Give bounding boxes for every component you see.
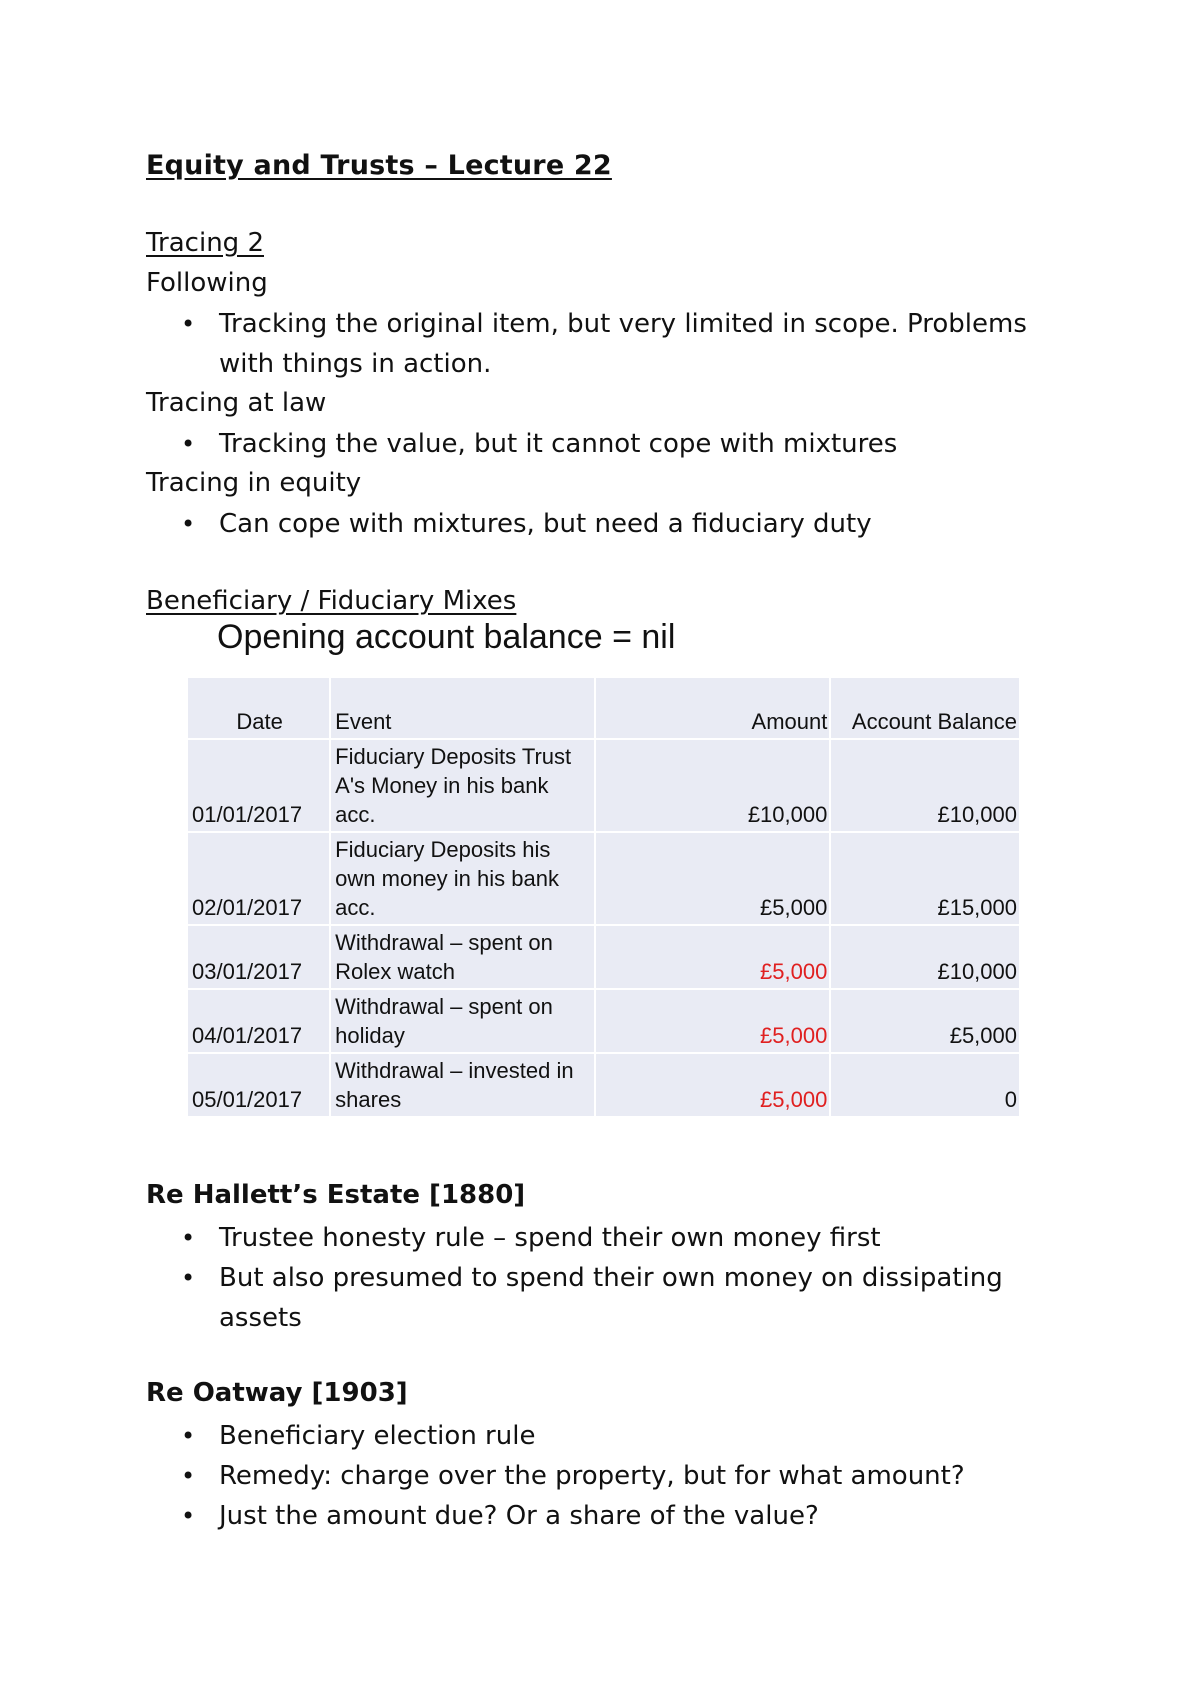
table-header-row: [188, 678, 1019, 738]
list-item: • Just the amount due? Or a share of the value?: [181, 1496, 965, 1536]
tracing-heading: Tracing 2: [146, 228, 264, 258]
row-amount-withdrawal: £5,000: [596, 926, 829, 988]
list-item: • Trustee honesty rule – spend their own money first: [181, 1218, 1019, 1258]
row-balance: £15,000: [831, 833, 1019, 924]
table-row: [188, 1054, 1019, 1116]
following-label: Following: [146, 268, 268, 298]
table-row: [188, 926, 1019, 988]
row-event: Withdrawal – spent on holiday: [331, 990, 594, 1052]
row-amount: £5,000: [596, 833, 829, 924]
table-row: [188, 833, 1019, 924]
row-date: 05/01/2017: [188, 1054, 329, 1116]
law-label: Tracing at law: [146, 388, 327, 418]
row-event: Fiduciary Deposits his own money in his bank acc.: [331, 833, 594, 924]
row-event: Withdrawal – invested in shares: [331, 1054, 594, 1116]
table-row: [188, 990, 1019, 1052]
row-amount-withdrawal: £5,000: [596, 990, 829, 1052]
table-row: [188, 740, 1019, 831]
law-bullets: [181, 424, 897, 464]
slide-title: Opening account balance = nil: [217, 618, 676, 656]
row-date: 04/01/2017: [188, 990, 329, 1052]
mixes-heading: Beneficiary / Fiduciary Mixes: [146, 586, 517, 616]
list-item: • Beneficiary election rule: [181, 1416, 965, 1456]
oatway-bullets: [181, 1416, 965, 1536]
list-item: • But also presumed to spend their own money on dissipating assets: [181, 1258, 1019, 1338]
hallett-bullets: [181, 1218, 1019, 1338]
row-balance: 0: [831, 1054, 1019, 1116]
list-item: • Tracking the original item, but very limited in scope. Problems with things in action.: [181, 304, 1059, 384]
list-item: • Can cope with mixtures, but need a fiduciary duty: [181, 504, 872, 544]
document-title: Equity and Trusts – Lecture 22: [146, 150, 612, 181]
header-event: Event: [331, 678, 594, 738]
row-amount-withdrawal: £5,000: [596, 1054, 829, 1116]
equity-label: Tracing in equity: [146, 468, 362, 498]
header-balance: Account Balance: [831, 678, 1019, 738]
row-amount: £10,000: [596, 740, 829, 831]
row-balance: £5,000: [831, 990, 1019, 1052]
row-date: 01/01/2017: [188, 740, 329, 831]
row-balance: £10,000: [831, 926, 1019, 988]
equity-bullets: [181, 504, 872, 544]
hallett-heading: Re Hallett’s Estate [1880]: [146, 1180, 526, 1210]
header-amount: Amount: [596, 678, 829, 738]
following-bullets: [181, 304, 1059, 384]
row-date: 02/01/2017: [188, 833, 329, 924]
row-event: Withdrawal – spent on Rolex watch: [331, 926, 594, 988]
row-balance: £10,000: [831, 740, 1019, 831]
list-item: • Remedy: charge over the property, but for what amount?: [181, 1456, 965, 1496]
list-item: • Tracking the value, but it cannot cope with mixtures: [181, 424, 897, 464]
header-date: Date: [188, 678, 329, 738]
row-event: Fiduciary Deposits Trust A's Money in his bank acc.: [331, 740, 594, 831]
account-table: [186, 676, 1021, 1118]
oatway-heading: Re Oatway [1903]: [146, 1378, 408, 1408]
row-date: 03/01/2017: [188, 926, 329, 988]
